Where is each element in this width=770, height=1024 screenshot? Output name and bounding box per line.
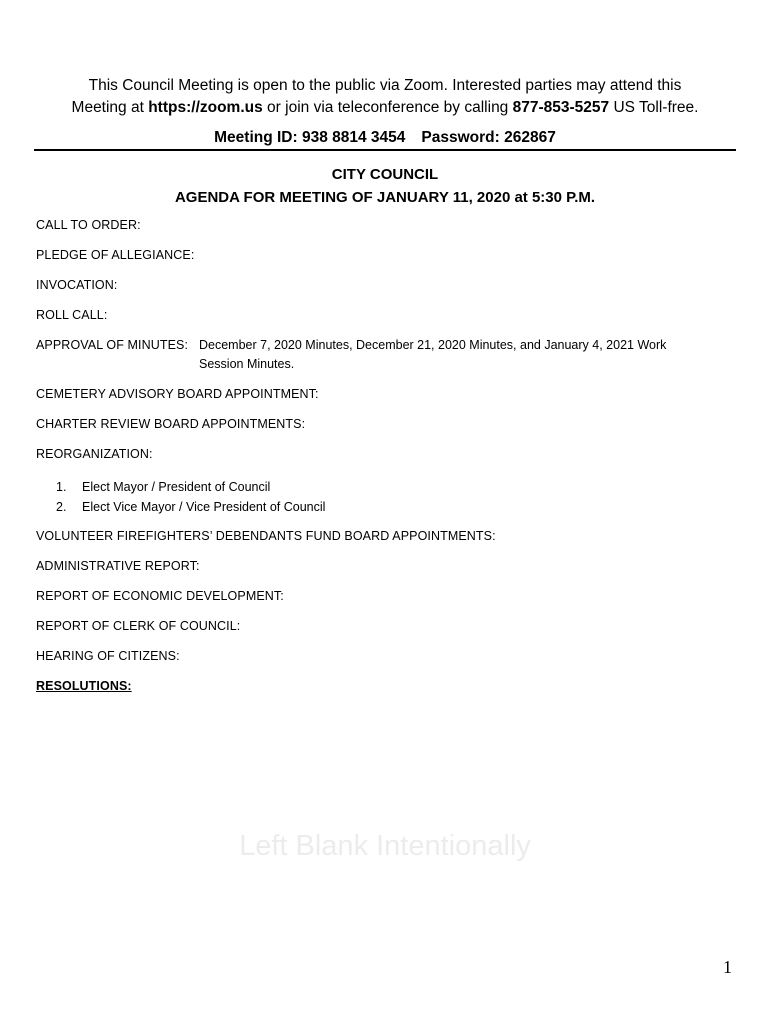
approval-line-1: December 7, 2020 Minutes, December 21, 2020 Minutes, and January 4, 2021 Work <box>199 338 667 352</box>
invocation: INVOCATION: <box>36 278 118 292</box>
cemetery-board: CEMETERY ADVISORY BOARD APPOINTMENT: <box>36 387 319 401</box>
reorganization: REORGANIZATION: <box>36 447 153 461</box>
phone-number: 877-853-5257 <box>512 99 610 116</box>
zoom-link[interactable]: https://zoom.us <box>148 99 263 116</box>
economic-development-report: REPORT OF ECONOMIC DEVELOPMENT: <box>36 589 284 603</box>
volunteer-firefighters: VOLUNTEER FIREFIGHTERS’ DEBENDANTS FUND BOARD APPOINTMENTS: <box>36 529 496 543</box>
approval-of-minutes-text <box>199 336 729 374</box>
reorganization-list <box>56 477 325 517</box>
pledge-of-allegiance: PLEDGE OF ALLEGIANCE: <box>36 248 195 262</box>
meeting-password: Password: 262867 <box>421 129 556 146</box>
agenda-title: AGENDA FOR MEETING OF JANUARY 11, 2020 at 5:30 P.M. <box>174 189 596 206</box>
blank-watermark: Left Blank Intentionally <box>239 830 531 862</box>
list-item: 1. Elect Mayor / President of Council <box>56 480 271 494</box>
intro-middle: or join via teleconference by calling <box>262 99 513 116</box>
meeting-credentials <box>36 127 734 149</box>
zoom-intro <box>36 75 734 119</box>
clerk-report: REPORT OF CLERK OF COUNCIL: <box>36 619 241 633</box>
hearing-of-citizens: HEARING OF CITIZENS: <box>36 649 180 663</box>
approval-line-2: Session Minutes. <box>199 357 295 371</box>
intro-line-1: This Council Meeting is open to the public via Zoom. Interested parties may attend this <box>88 77 682 94</box>
meeting-id: Meeting ID: 938 8814 3454 <box>214 129 406 146</box>
resolutions-heading: RESOLUTIONS: <box>36 679 132 693</box>
intro-suffix: US Toll-free. <box>609 99 699 116</box>
call-to-order: CALL TO ORDER: <box>36 218 141 232</box>
charter-review-board: CHARTER REVIEW BOARD APPOINTMENTS: <box>36 417 306 431</box>
intro-prefix: Meeting at <box>71 99 149 116</box>
list-item: 2. Elect Vice Mayor / Vice President of Council <box>56 500 326 514</box>
council-title: CITY COUNCIL <box>331 166 439 183</box>
header-divider <box>34 149 736 151</box>
intro-line-2 <box>36 97 734 119</box>
roll-call: ROLL CALL: <box>36 308 108 322</box>
page-number: 1 <box>723 957 732 977</box>
approval-of-minutes-label: APPROVAL OF MINUTES: <box>36 338 189 352</box>
administrative-report: ADMINISTRATIVE REPORT: <box>36 559 200 573</box>
